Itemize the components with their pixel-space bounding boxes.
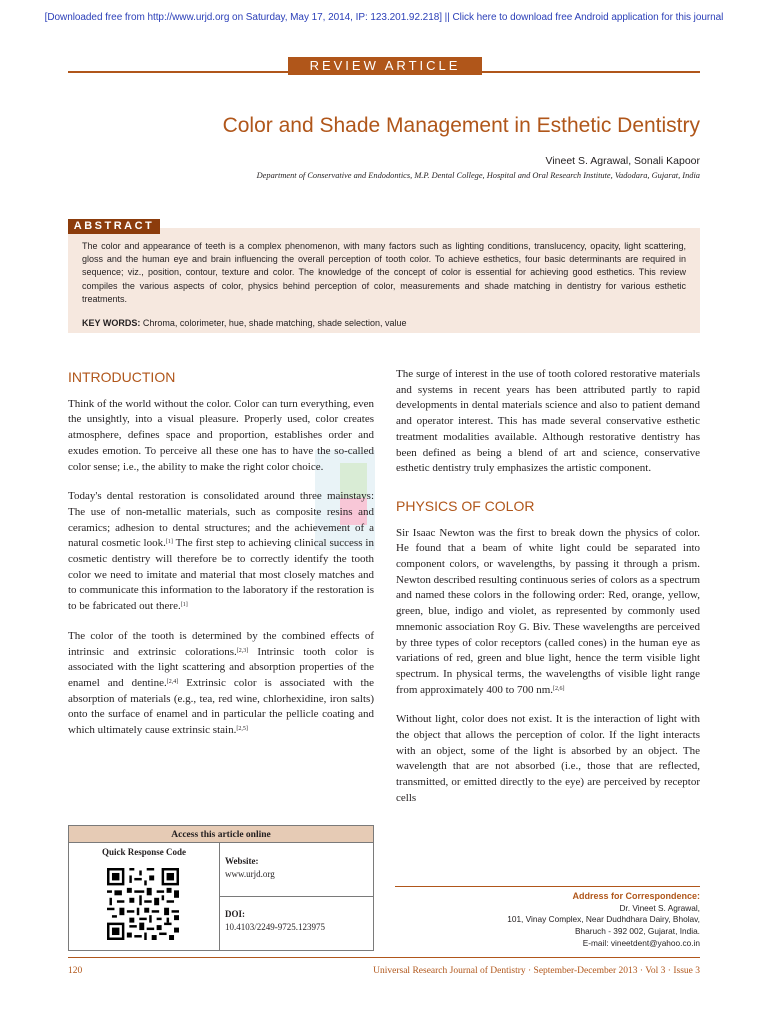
physics-heading: PHYSICS OF COLOR [396, 497, 535, 514]
abstract-text: The color and appearance of teeth is a complex phenomenon, with many factors such as lighting conditions, translucency, opacity, light scattering, gloss and the human eye and brain influencing the overall perception of tooth color. To achieve esthetics, four basic determinants are required in sequence; viz., position, contour, texture and color. The knowledge of the concept of color is essential for achieving good esthetics. This review compiles the various aspects of color, physics behind perception of color, measurements and shade matching in dentistry for various esthetic treatments. [82, 241, 686, 304]
website-label: Website: [225, 856, 259, 866]
correspondence-email[interactable]: E-mail: vineetdent@yahoo.co.in [582, 937, 700, 948]
footer-rule [68, 957, 700, 958]
intro-paragraph-3 [68, 629, 374, 739]
keywords-label: KEY WORDS: [82, 318, 141, 328]
keywords-text: Chroma, colorimeter, hue, shade matching, shade selection, value [142, 318, 407, 328]
correspondence-block [507, 891, 700, 950]
intro-paragraph-2 [68, 489, 374, 615]
abstract-label: ABSTRACT [68, 219, 160, 234]
page-number: 120 [68, 966, 83, 976]
citation[interactable]: [2,5] [236, 726, 248, 733]
correspondence-heading: Address for Correspondence: [572, 891, 700, 901]
qr-code-icon[interactable] [107, 868, 179, 940]
citation[interactable]: [2,6] [553, 685, 565, 692]
access-header: Access this article online [68, 825, 374, 843]
right-column [396, 367, 700, 821]
text: Sir Isaac Newton was the first to break down the physics of color. He found that a beam of white light could be separated into component colors, or wavelengths, by passing it through a prism. Newton described resulting continuous series of colors as a spectrum and named these colors in the following order: Red, orange, yellow, green, blue, indigo and violet, as represented by commonly used mnemonic association Roy G. Biv. These wavelengths are perceived by three types of color receptors (called cones) in the human eye as variations of red, green and blue light, hence the term visible light spectrum. In physical terms, the wavelengths of visible light range from approximately 400 to 700 nm. [396, 526, 700, 696]
citation[interactable]: [1] [165, 539, 173, 546]
right-paragraph-1: The surge of interest in the use of tooth colored restorative materials and systems in recent years has been attributed partly to rapid developments in dental materials science and also to patient demand and operator interest. This has made several conservative esthetic treatment modalities available. Although restorative dentistry has been defined as being a blend of art and science, conservative esthetic dentistry truly emphasizes the artistic component. [396, 368, 700, 475]
text: The color of the tooth is determined by the combined effects of intrinsic and extrinsic colorations. [68, 629, 374, 658]
divider [219, 896, 374, 897]
physics-paragraph-1 [396, 526, 700, 699]
download-banner-link[interactable]: [Downloaded free from http://www.urjd.org on Saturday, May 17, 2014, IP: 123.201.92.218] || Click here to download free Android application for this journal [44, 12, 724, 23]
citation[interactable]: [2,4] [166, 678, 179, 685]
text: Today's dental restoration is consolidated around three mainstays: The use of non-metallic materials, such as composite resins and ceramics; adhesion to dental structures; and the achievement of a natural cosmetic look. [68, 490, 374, 550]
keywords [82, 318, 686, 328]
left-column [68, 370, 374, 753]
authors: Vineet S. Agrawal, Sonali Kapoor [545, 155, 700, 167]
correspondence-rule [395, 886, 700, 887]
correspondence-line: Dr. Vineet S. Agrawal, [619, 902, 700, 913]
citation[interactable]: [1] [180, 602, 188, 609]
introduction-heading: INTRODUCTION [68, 369, 176, 385]
affiliation: Department of Conservative and Endodontics, M.P. Dental College, Hospital and Oral Research Institute, Vadodara, Gujarat, India [256, 171, 700, 180]
physics-paragraph-2: Without light, color does not exist. It is the interaction of light with the object that allows the perception of color. If the light interacts with an object, some of the light is absorbed by an object. The wavelength that are not absorbed (i.e., those that are reflected, transmitted, or emitted directly to the eye) are perceived by receptor cells [396, 713, 700, 804]
text: Extrinsic color is associated with the absorption of materials (e.g., tea, red wine, chlorhexidine, iron salts) onto the surface of enamel and in particular the pellicle coating and which ultimately cause extrinsic stain. [68, 676, 374, 737]
correspondence-line: 101, Vinay Complex, Near Dudhdhara Dairy, Bholav, [507, 914, 700, 925]
section-label: REVIEW ARTICLE [288, 57, 482, 75]
doi-label: DOI: [225, 909, 245, 919]
qr-label: Quick Response Code [101, 847, 186, 857]
website-link[interactable]: www.urjd.org [225, 869, 275, 879]
doi-value[interactable]: 10.4103/2249-9725.123975 [225, 922, 325, 932]
text: Intrinsic tooth color is associated with the light scattering and absorption properties of the enamel and dentine. [68, 645, 375, 689]
intro-paragraph-1: Think of the world without the color. Color can turn everything, even the unsightly, into a visual pleasure. Properly used, color creates atmosphere, defines space and proportion, establishes order and exudes emotion. To perceive all these one has to have the so-called color sense; i.e., the ability to make the right color choice. [68, 397, 374, 473]
journal-citation: Universal Research Journal of Dentistry · September-December 2013 · Vol 3 · Issue 3 [373, 966, 700, 976]
article-title: Color and Shade Management in Esthetic Dentistry [222, 114, 700, 137]
divider [219, 843, 220, 951]
correspondence-line: Bharuch - 392 002, Gujarat, India. [575, 926, 700, 937]
citation[interactable]: [2,3] [236, 647, 249, 654]
text: The first step to achieving clinical success in cosmetic dentistry will therefore be to correctly identify the tooth color we need to imitate and material that most closely matches and to communicate this information to the laboratory if the restoration is to be fabricated out there. [68, 537, 374, 613]
